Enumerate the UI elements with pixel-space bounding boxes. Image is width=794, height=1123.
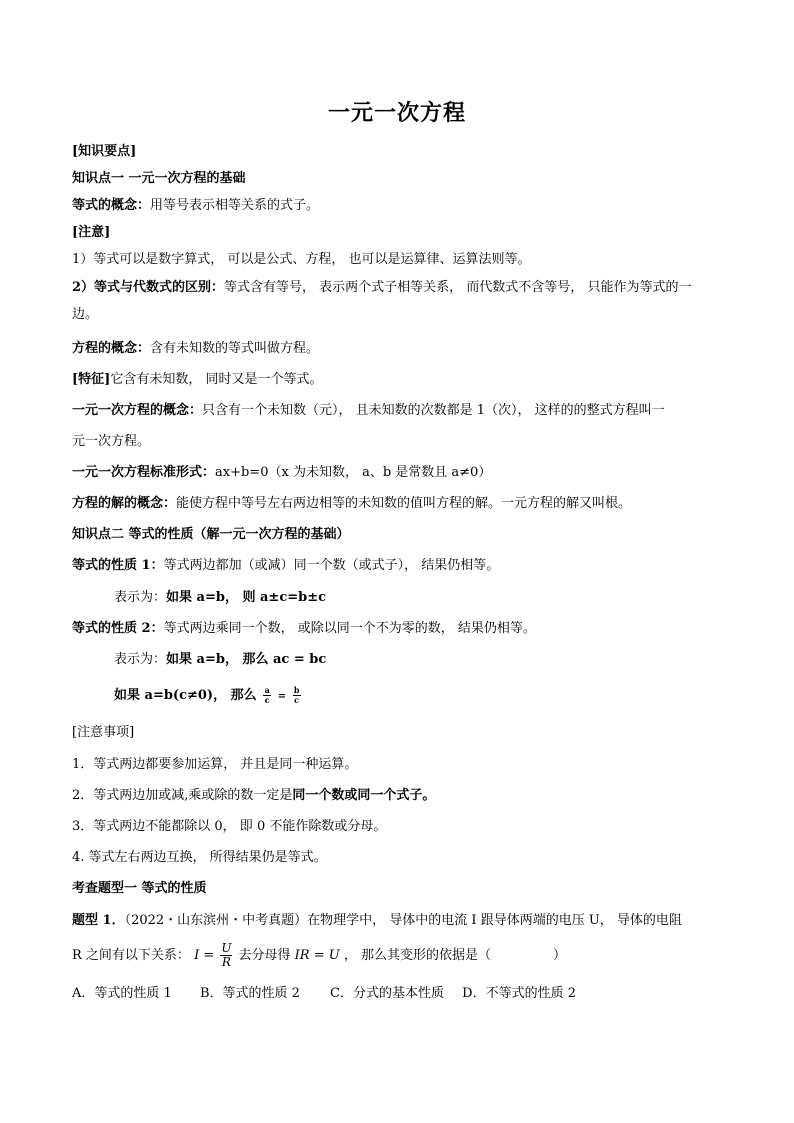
property-one-formula: 如果 a=b， 则 a±c=b±c (166, 590, 327, 605)
formula-ir-equals-u: IR = U (294, 948, 340, 963)
caution-heading: [注意事项] (72, 725, 135, 740)
property-two-division-expression (114, 686, 303, 706)
solution-concept-text: 能使方程中等号左右两边相等的未知数的值叫方程的解。一元方程的解又叫根。 (176, 496, 632, 511)
question-1-close-paren: ） (553, 948, 567, 963)
property-one-expression (114, 589, 326, 607)
caution-item-2 (72, 787, 435, 805)
caution-item-3: 3．等式两边不能都除以 0， 即 0 不能作除数或分母。 (72, 819, 387, 834)
note-item-1: 1）等式可以是数字算式， 可以是公式、方程， 也可以是运算律、运算法则等。 (72, 252, 531, 267)
equation-concept-text: 用等号表示相等关系的式子。 (150, 198, 320, 213)
equals-sign: = (277, 691, 287, 702)
feature-line (72, 371, 322, 389)
property-one-line (72, 557, 499, 575)
solution-concept-line (72, 495, 631, 513)
equation-definition-text: 含有未知数的等式叫做方程。 (150, 341, 320, 356)
property-two-text: 等式两边乘同一个数， 或除以同一个不为零的数， 结果仍相等。 (163, 621, 536, 636)
formula-i-equals: I = (194, 948, 215, 963)
standard-form-line (72, 464, 491, 482)
expressed-as-label: 表示为： (114, 590, 167, 605)
caution-item-1: 1．等式两边都要参加运算， 并且是同一种运算。 (72, 757, 358, 772)
question-1-line-1 (72, 912, 682, 930)
option-d[interactable]: D．不等式的性质 2 (462, 986, 576, 1001)
property-two-term: 等式的性质 2： (72, 621, 164, 636)
note-heading: [注意] (72, 225, 111, 240)
equation-definition-line (72, 340, 319, 358)
answer-options (72, 985, 576, 1003)
standard-form-term: 一元一次方程标准形式： (72, 465, 216, 480)
knowledge-point-one-heading: 知识点一 一元一次方程的基础 (72, 171, 246, 186)
fraction-b-over-c (293, 686, 301, 705)
option-c[interactable]: C．分式的基本性质 (330, 986, 444, 1001)
section-heading-key-points: [知识要点] (72, 144, 137, 159)
linear-equation-concept-term: 一元一次方程的概念： (72, 403, 203, 418)
property-two-formula: 如果 a=b， 那么 ac = bc (166, 652, 327, 667)
fraction-denominator: c (294, 695, 300, 705)
expressed-as-label-2: 表示为： (114, 652, 167, 667)
caution-item-4: 4. 等式左右两边互换， 所得结果仍是等式。 (72, 850, 327, 865)
note-item-2-text: 等式含有等号， 表示两个式子相等关系， 而代数式不含等号， 只能作为等式的一 (224, 280, 692, 295)
note-item-2 (72, 279, 691, 297)
caution-item-2-text: 2．等式两边加或减,乘或除的数一定是 (72, 788, 293, 803)
clear-denominator-text: 去分母得 (238, 948, 291, 963)
fraction-a-over-c (263, 686, 271, 705)
question-number: 题型 1． (72, 913, 125, 928)
linear-equation-concept-text: 只含有一个未知数（元）， 且未知数的次数都是 1（次）， 这样的的整式方程叫一 (202, 403, 665, 418)
knowledge-point-two-heading: 知识点二 等式的性质（解一元一次方程的基础） (72, 527, 350, 542)
property-two-expression (114, 651, 326, 669)
fraction-numerator: b (293, 685, 300, 695)
property-one-term: 等式的性质 1： (72, 558, 164, 573)
fraction-denominator: c (264, 695, 270, 705)
question-1-ask: ， 那么其变形的依据是（ (343, 948, 491, 963)
fraction-numerator: a (264, 685, 270, 695)
feature-term: [特征] (72, 372, 111, 387)
note-item-2-continued: 边。 (72, 307, 99, 322)
question-1-line-2 (72, 942, 566, 969)
option-a[interactable]: A．等式的性质 1 (72, 986, 172, 1001)
caution-item-2-emphasis: 同一个数或同一个式子。 (292, 788, 436, 803)
equation-concept-term: 等式的概念： (72, 198, 151, 213)
fraction-denominator: R (221, 955, 231, 969)
standard-form-text: ax+b=0（x 为未知数， a、b 是常数且 a≠0） (215, 465, 492, 480)
equation-definition-term: 方程的概念： (72, 341, 151, 356)
feature-text: 它含有未知数， 同时又是一个等式。 (110, 372, 323, 387)
property-two-line (72, 620, 536, 638)
equation-concept-line (72, 197, 319, 215)
linear-equation-concept-line (72, 402, 665, 420)
question-type-heading: 考查题型一 等式的性质 (72, 881, 207, 896)
question-1-text: （2022・山东滨州・中考真题）在物理学中， 导体中的电流 I 跟导体两端的电压 U， 导体的电阻 (124, 913, 682, 928)
question-1-relation-intro: R 之间有以下关系： (72, 948, 190, 963)
fraction-numerator: U (221, 941, 232, 955)
page-title: 一元一次方程 (327, 100, 466, 126)
solution-concept-term: 方程的解的概念： (72, 496, 177, 511)
property-one-text: 等式两边都加（或减）同一个数（或式子）， 结果仍相等。 (163, 558, 500, 573)
division-condition: 如果 a=b(c≠0)， 那么 (114, 688, 257, 703)
note-item-2-term: 2）等式与代数式的区别： (72, 280, 225, 295)
linear-equation-concept-continued: 元一次方程。 (72, 434, 151, 449)
fraction-u-over-r (220, 942, 232, 969)
option-b[interactable]: B．等式的性质 2 (199, 986, 300, 1001)
